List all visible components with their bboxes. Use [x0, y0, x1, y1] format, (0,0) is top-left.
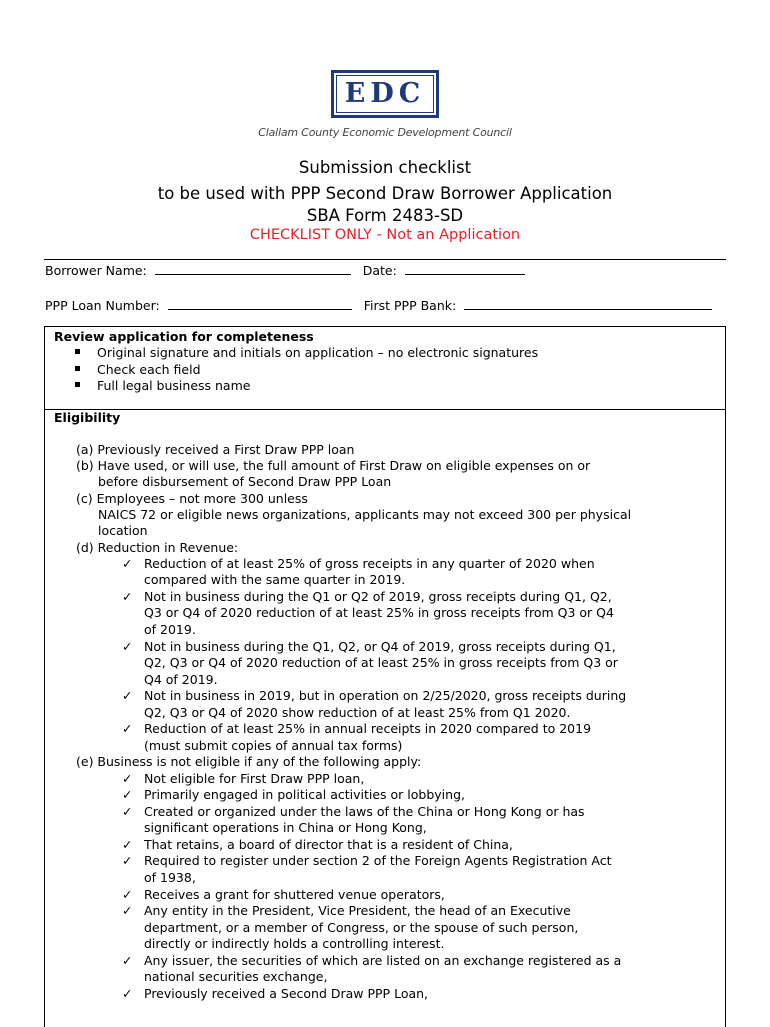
ineligible-item: Any issuer, the securities of which are listed on an exchange registered as a — [144, 953, 622, 968]
check-icon: ✓ — [122, 556, 133, 571]
check-icon: ✓ — [122, 589, 133, 604]
revenue-item: Not in business in 2019, but in operation on 2/25/2020, gross receipts during — [144, 688, 627, 703]
ineligible-item: Primarily engaged in political activities or lobbying, — [144, 787, 465, 802]
revenue-item: Not in business during the Q1 or Q2 of 2019, gross receipts during Q1, Q2, — [144, 589, 612, 604]
revenue-item-cont: Q3 or Q4 of 2020 reduction of at least 25% in gross receipts from Q3 or Q4 — [144, 605, 614, 620]
check-icon: ✓ — [122, 639, 133, 654]
eligibility-item-e: (e) Business is not eligible if any of the following apply: — [76, 754, 422, 769]
check-icon: ✓ — [122, 804, 133, 819]
logo-text: EDC — [336, 75, 434, 113]
eligibility-item-b-cont: before disbursement of Second Draw PPP Loan — [98, 474, 392, 489]
check-icon: ✓ — [122, 887, 133, 902]
revenue-item-cont: compared with the same quarter in 2019. — [144, 572, 406, 587]
ineligible-item-cont: department, or a member of Congress, or the spouse of such person, — [144, 920, 579, 935]
ineligible-item-cont: national securities exchange, — [144, 969, 328, 984]
revenue-item-cont: (must submit copies of annual tax forms) — [144, 738, 403, 753]
ineligible-item: Created or organized under the laws of the China or Hong Kong or has — [144, 804, 585, 819]
ineligible-item: Any entity in the President, Vice President, the head of an Executive — [144, 903, 571, 918]
ineligible-item: Previously received a Second Draw PPP Loan, — [144, 986, 429, 1001]
ineligible-item: Receives a grant for shuttered venue operators, — [144, 887, 445, 902]
loan-bank-row — [45, 298, 712, 313]
eligibility-item-a: (a) Previously received a First Draw PPP loan — [76, 442, 355, 457]
eligibility-item-d: (d) Reduction in Revenue: — [76, 540, 239, 555]
review-item: Full legal business name — [75, 378, 250, 393]
first-bank-field[interactable] — [464, 299, 712, 310]
revenue-item-cont: Q4 of 2019. — [144, 672, 218, 687]
ineligible-item-cont: significant operations in China or Hong Kong, — [144, 820, 427, 835]
borrower-name-label: Borrower Name: — [45, 263, 147, 278]
revenue-item: Reduction of at least 25% in annual receipts in 2020 compared to 2019 — [144, 721, 592, 736]
check-icon: ✓ — [122, 787, 133, 802]
check-icon: ✓ — [122, 721, 133, 736]
header-divider — [44, 259, 726, 260]
ineligible-item: Required to register under section 2 of the Foreign Agents Registration Act — [144, 853, 612, 868]
check-icon: ✓ — [122, 771, 133, 786]
ineligible-item-cont: directly or indirectly holds a controlling interest. — [144, 936, 445, 951]
organization-name: Clallam County Economic Development Council — [258, 126, 512, 139]
eligibility-item-c: (c) Employees – not more 300 unless — [76, 491, 308, 506]
revenue-item: Not in business during the Q1, Q2, or Q4 of 2019, gross receipts during Q1, — [144, 639, 616, 654]
bullet-icon — [75, 366, 80, 371]
ineligible-item-cont: of 1938, — [144, 870, 196, 885]
edc-logo — [0, 70, 770, 118]
revenue-item-cont: Q2, Q3 or Q4 of 2020 show reduction of at least 25% from Q1 2020. — [144, 705, 571, 720]
borrower-date-row — [45, 263, 525, 278]
revenue-item-cont: Q2, Q3 or Q4 of 2020 reduction of at least 25% in gross receipts from Q3 or — [144, 655, 618, 670]
review-item: Original signature and initials on application – no electronic signatures — [75, 345, 538, 360]
page-subtitle: to be used with PPP Second Draw Borrower Application — [157, 184, 613, 203]
checklist-notice: CHECKLIST ONLY - Not an Application — [249, 227, 521, 243]
borrower-name-field[interactable] — [155, 264, 351, 275]
ineligible-item: That retains, a board of director that is a resident of China, — [144, 837, 513, 852]
check-icon: ✓ — [122, 837, 133, 852]
eligibility-item-c-cont: location — [98, 523, 148, 538]
revenue-item: Reduction of at least 25% of gross receipts in any quarter of 2020 when — [144, 556, 595, 571]
revenue-item-cont: of 2019. — [144, 622, 196, 637]
bullet-icon — [75, 382, 80, 387]
logo-outer-frame — [331, 70, 439, 118]
check-icon: ✓ — [122, 903, 133, 918]
eligibility-item-c-cont: NAICS 72 or eligible news organizations, applicants may not exceed 300 per physical — [98, 507, 632, 522]
date-field[interactable] — [405, 264, 525, 275]
check-icon: ✓ — [122, 953, 133, 968]
review-item: Check each field — [75, 362, 201, 377]
form-name: SBA Form 2483-SD — [306, 206, 464, 225]
loan-number-label: PPP Loan Number: — [45, 298, 160, 313]
checklist-table — [44, 326, 726, 1027]
ineligible-item: Not eligible for First Draw PPP loan, — [144, 771, 365, 786]
check-icon: ✓ — [122, 986, 133, 1001]
review-heading: Review application for completeness — [54, 329, 314, 344]
check-icon: ✓ — [122, 688, 133, 703]
eligibility-item-b: (b) Have used, or will use, the full amount of First Draw on eligible expenses on or — [76, 458, 591, 473]
date-label: Date: — [362, 263, 397, 278]
review-section — [45, 327, 725, 410]
check-icon: ✓ — [122, 853, 133, 868]
first-bank-label: First PPP Bank: — [363, 298, 457, 313]
page-title: Submission checklist — [298, 158, 472, 177]
bullet-icon — [75, 349, 80, 354]
loan-number-field[interactable] — [168, 299, 352, 310]
eligibility-heading: Eligibility — [54, 410, 121, 425]
